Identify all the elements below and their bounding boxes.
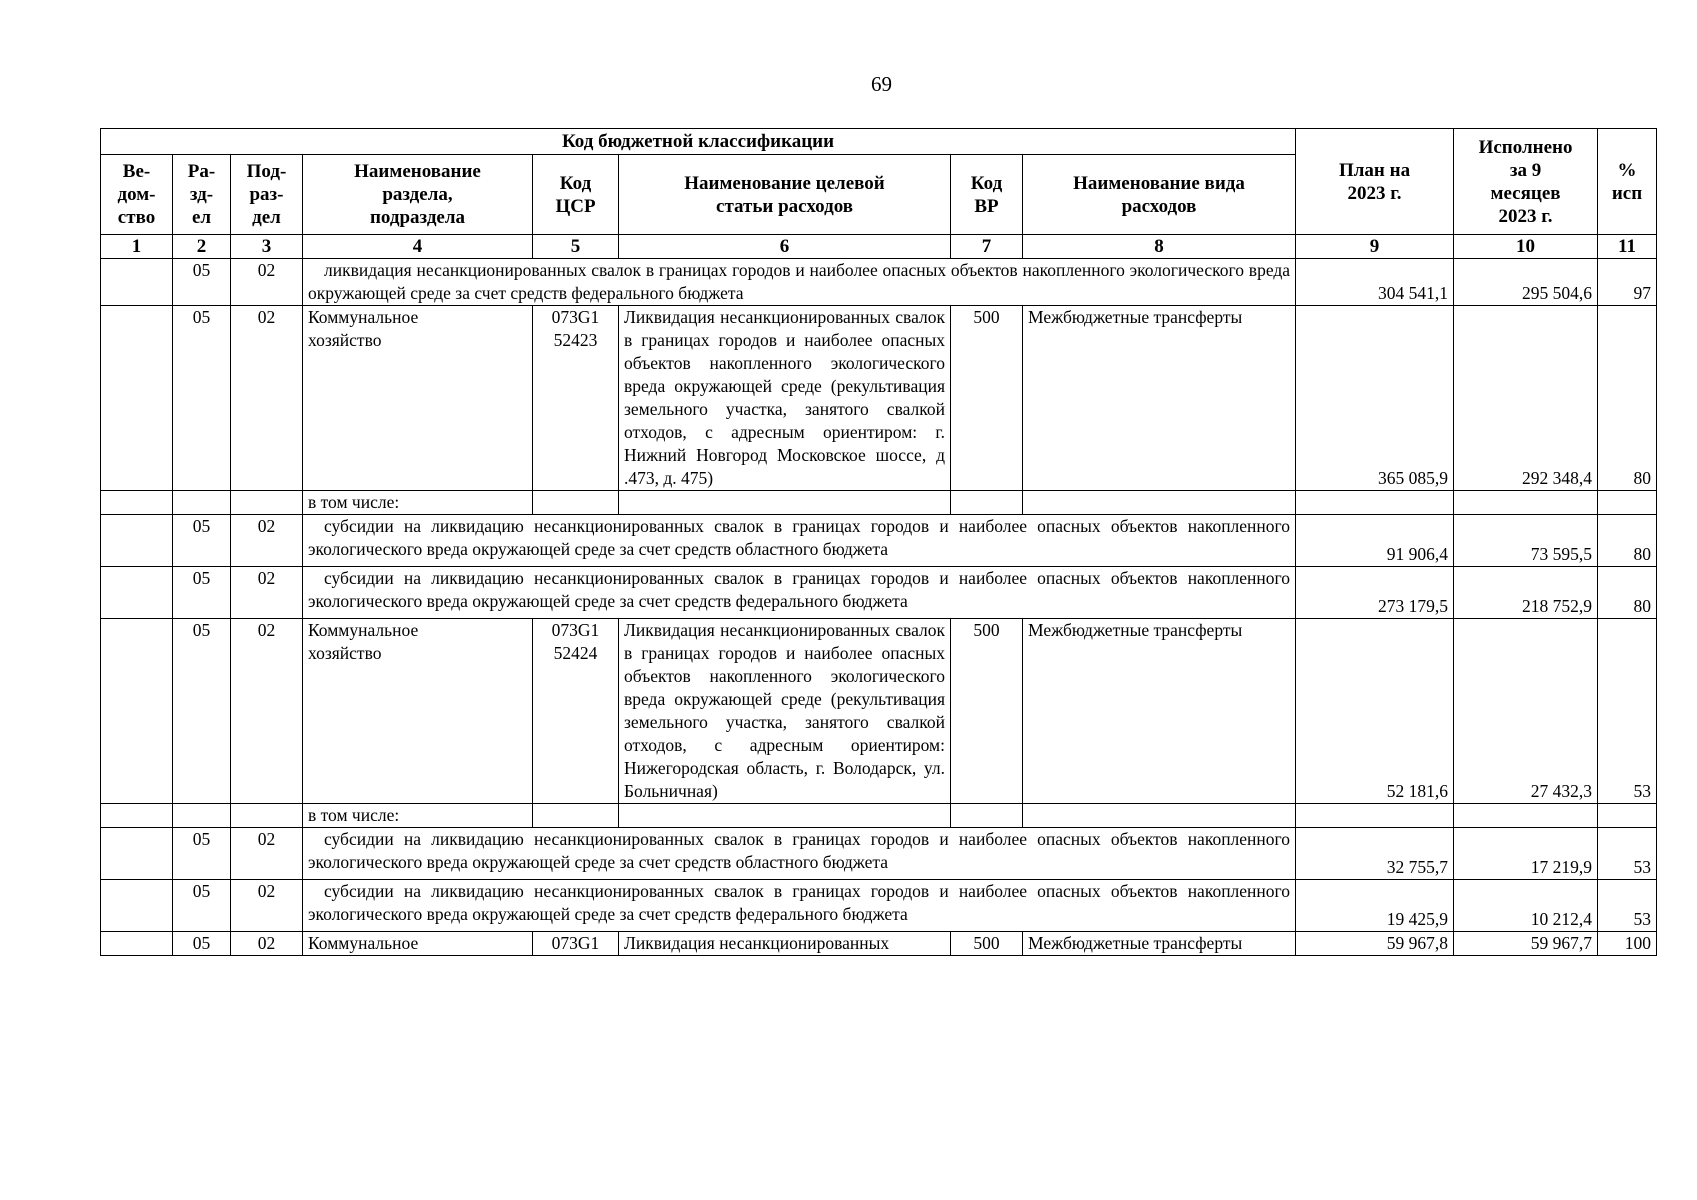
header-vr-code: Код ВР (951, 155, 1023, 235)
cell-description (303, 515, 1296, 567)
cell-executed: 73 595,5 (1454, 515, 1598, 567)
cell-razdel: 05 (173, 515, 231, 567)
cell-vedomstvo (101, 619, 173, 804)
cell-vedomstvo (101, 515, 173, 567)
header-plan: План на 2023 г. (1296, 129, 1454, 235)
cell-executed: 59 967,7 (1454, 932, 1598, 956)
cell-plan: 19 425,9 (1296, 880, 1454, 932)
cell-vedomstvo (101, 880, 173, 932)
header-percent: % исп (1598, 129, 1657, 235)
cell-podrazdel (231, 804, 303, 828)
cell-vedomstvo (101, 259, 173, 306)
cell-target-name: Ликвидация несанкционированных (619, 932, 951, 956)
column-number: 2 (173, 235, 231, 259)
cell-vedomstvo (101, 828, 173, 880)
cell-plan: 59 967,8 (1296, 932, 1454, 956)
table-row (101, 515, 1657, 567)
cell-vr-code (951, 804, 1023, 828)
cell-type-name (1023, 491, 1296, 515)
cell-csr-code: 073G1 (533, 932, 619, 956)
cell-razdel: 05 (173, 259, 231, 306)
cell-executed: 218 752,9 (1454, 567, 1598, 619)
cell-vr-code (951, 491, 1023, 515)
table-row (101, 306, 1657, 491)
cell-executed: 27 432,3 (1454, 619, 1598, 804)
cell-razdel: 05 (173, 567, 231, 619)
cell-razdel: 05 (173, 828, 231, 880)
cell-executed: 292 348,4 (1454, 306, 1598, 491)
table-row (101, 567, 1657, 619)
cell-including-label: в том числе: (303, 491, 533, 515)
description-text: субсидии на ликвидацию несанкционированных свалок в границах городов и наиболее опасных объектов накопленного экологического вреда окружающей среде за счет средств областного бюджета (308, 829, 1291, 872)
cell-type-name: Межбюджетные трансферты (1023, 306, 1296, 491)
cell-csr-code (533, 804, 619, 828)
table-row (101, 804, 1657, 828)
cell-executed (1454, 491, 1598, 515)
cell-plan: 32 755,7 (1296, 828, 1454, 880)
cell-podrazdel: 02 (231, 515, 303, 567)
cell-percent: 80 (1598, 515, 1657, 567)
column-number: 3 (231, 235, 303, 259)
cell-type-name: Межбюджетные трансферты (1023, 932, 1296, 956)
cell-razdel: 05 (173, 932, 231, 956)
column-number: 8 (1023, 235, 1296, 259)
cell-vr-code: 500 (951, 306, 1023, 491)
cell-description (303, 259, 1296, 306)
cell-description (303, 567, 1296, 619)
table-row (101, 619, 1657, 804)
description-text: субсидии на ликвидацию несанкционированных свалок в границах городов и наиболее опасных объектов накопленного экологического вреда окружающей среде за счет средств областного бюджета (308, 516, 1291, 559)
column-number: 6 (619, 235, 951, 259)
cell-razdel (173, 804, 231, 828)
cell-vr-code: 500 (951, 619, 1023, 804)
cell-vedomstvo (101, 491, 173, 515)
cell-razdel: 05 (173, 619, 231, 804)
cell-plan (1296, 804, 1454, 828)
cell-razdel: 05 (173, 306, 231, 491)
cell-podrazdel: 02 (231, 306, 303, 491)
column-number: 10 (1454, 235, 1598, 259)
header-csr-code: Код ЦСР (533, 155, 619, 235)
cell-plan: 304 541,1 (1296, 259, 1454, 306)
cell-razdel: 05 (173, 880, 231, 932)
cell-executed (1454, 804, 1598, 828)
column-number: 7 (951, 235, 1023, 259)
table-row (101, 491, 1657, 515)
cell-percent: 53 (1598, 880, 1657, 932)
cell-percent: 100 (1598, 932, 1657, 956)
cell-podrazdel: 02 (231, 828, 303, 880)
header-razdel: Ра- зд- ел (173, 155, 231, 235)
column-numbers-row (101, 235, 1657, 259)
column-number: 5 (533, 235, 619, 259)
cell-csr-code: 073G1 52423 (533, 306, 619, 491)
cell-percent: 53 (1598, 619, 1657, 804)
cell-podrazdel: 02 (231, 880, 303, 932)
cell-vedomstvo (101, 804, 173, 828)
cell-target-name: Ликвидация несанкционированных свалок в границах городов и наиболее опасных объектов накопленного экологического вреда окружающей среде (рекультивация земельного участка, занятого свалкой отходов, с адресным ориентиром: Нижегородская область, г. Володарск, ул. Больничная) (619, 619, 951, 804)
column-number: 1 (101, 235, 173, 259)
column-number: 9 (1296, 235, 1454, 259)
column-number: 11 (1598, 235, 1657, 259)
cell-type-name: Межбюджетные трансферты (1023, 619, 1296, 804)
header-podrazdel: Под- раз- дел (231, 155, 303, 235)
cell-percent: 53 (1598, 828, 1657, 880)
description-text: ликвидация несанкционированных свалок в границах городов и наиболее опасных объектов накопленного экологического вреда окружающей среде за счет средств федерального бюджета (308, 260, 1291, 303)
cell-section-name: Коммунальное (303, 932, 533, 956)
description-text: субсидии на ликвидацию несанкционированных свалок в границах городов и наиболее опасных объектов накопленного экологического вреда окружающей среде за счет средств федерального бюджета (308, 881, 1291, 924)
cell-executed: 295 504,6 (1454, 259, 1598, 306)
cell-podrazdel: 02 (231, 259, 303, 306)
cell-podrazdel: 02 (231, 932, 303, 956)
cell-vedomstvo (101, 932, 173, 956)
cell-plan: 273 179,5 (1296, 567, 1454, 619)
cell-percent: 80 (1598, 567, 1657, 619)
cell-description (303, 880, 1296, 932)
cell-description (303, 828, 1296, 880)
cell-percent: 80 (1598, 306, 1657, 491)
page-number: 69 (871, 72, 892, 96)
header-type-name: Наименование вида расходов (1023, 155, 1296, 235)
cell-vedomstvo (101, 306, 173, 491)
cell-podrazdel: 02 (231, 567, 303, 619)
cell-executed: 10 212,4 (1454, 880, 1598, 932)
table-row (101, 828, 1657, 880)
cell-target-name (619, 804, 951, 828)
cell-percent (1598, 804, 1657, 828)
cell-plan (1296, 491, 1454, 515)
cell-razdel (173, 491, 231, 515)
cell-csr-code (533, 491, 619, 515)
header-target-name: Наименование целевой статьи расходов (619, 155, 951, 235)
cell-plan: 52 181,6 (1296, 619, 1454, 804)
cell-percent (1598, 491, 1657, 515)
budget-table (100, 128, 1657, 956)
cell-vr-code: 500 (951, 932, 1023, 956)
cell-target-name: Ликвидация несанкционированных свалок в границах городов и наиболее опасных объектов накопленного экологического вреда окружающей среде (рекультивация земельного участка, занятого свалкой отходов, с адресным ориентиром: г. Нижний Новгород Московское шоссе, д .473, д. 475) (619, 306, 951, 491)
table-row (101, 880, 1657, 932)
cell-target-name (619, 491, 951, 515)
cell-type-name (1023, 804, 1296, 828)
cell-podrazdel (231, 491, 303, 515)
cell-including-label: в том числе: (303, 804, 533, 828)
header-code-group: Код бюджетной классификации (101, 129, 1296, 155)
header-vedomstvo: Ве- дом- ство (101, 155, 173, 235)
cell-section-name: Коммунальное хозяйство (303, 619, 533, 804)
description-text: субсидии на ликвидацию несанкционированных свалок в границах городов и наиболее опасных объектов накопленного экологического вреда окружающей среде за счет средств федерального бюджета (308, 568, 1291, 611)
cell-percent: 97 (1598, 259, 1657, 306)
header-executed: Исполнено за 9 месяцев 2023 г. (1454, 129, 1598, 235)
cell-section-name: Коммунальное хозяйство (303, 306, 533, 491)
column-number: 4 (303, 235, 533, 259)
cell-podrazdel: 02 (231, 619, 303, 804)
cell-vedomstvo (101, 567, 173, 619)
cell-csr-code: 073G1 52424 (533, 619, 619, 804)
cell-executed: 17 219,9 (1454, 828, 1598, 880)
table-row (101, 259, 1657, 306)
header-section-name: Наименование раздела, подраздела (303, 155, 533, 235)
cell-plan: 91 906,4 (1296, 515, 1454, 567)
cell-plan: 365 085,9 (1296, 306, 1454, 491)
table-row (101, 932, 1657, 956)
